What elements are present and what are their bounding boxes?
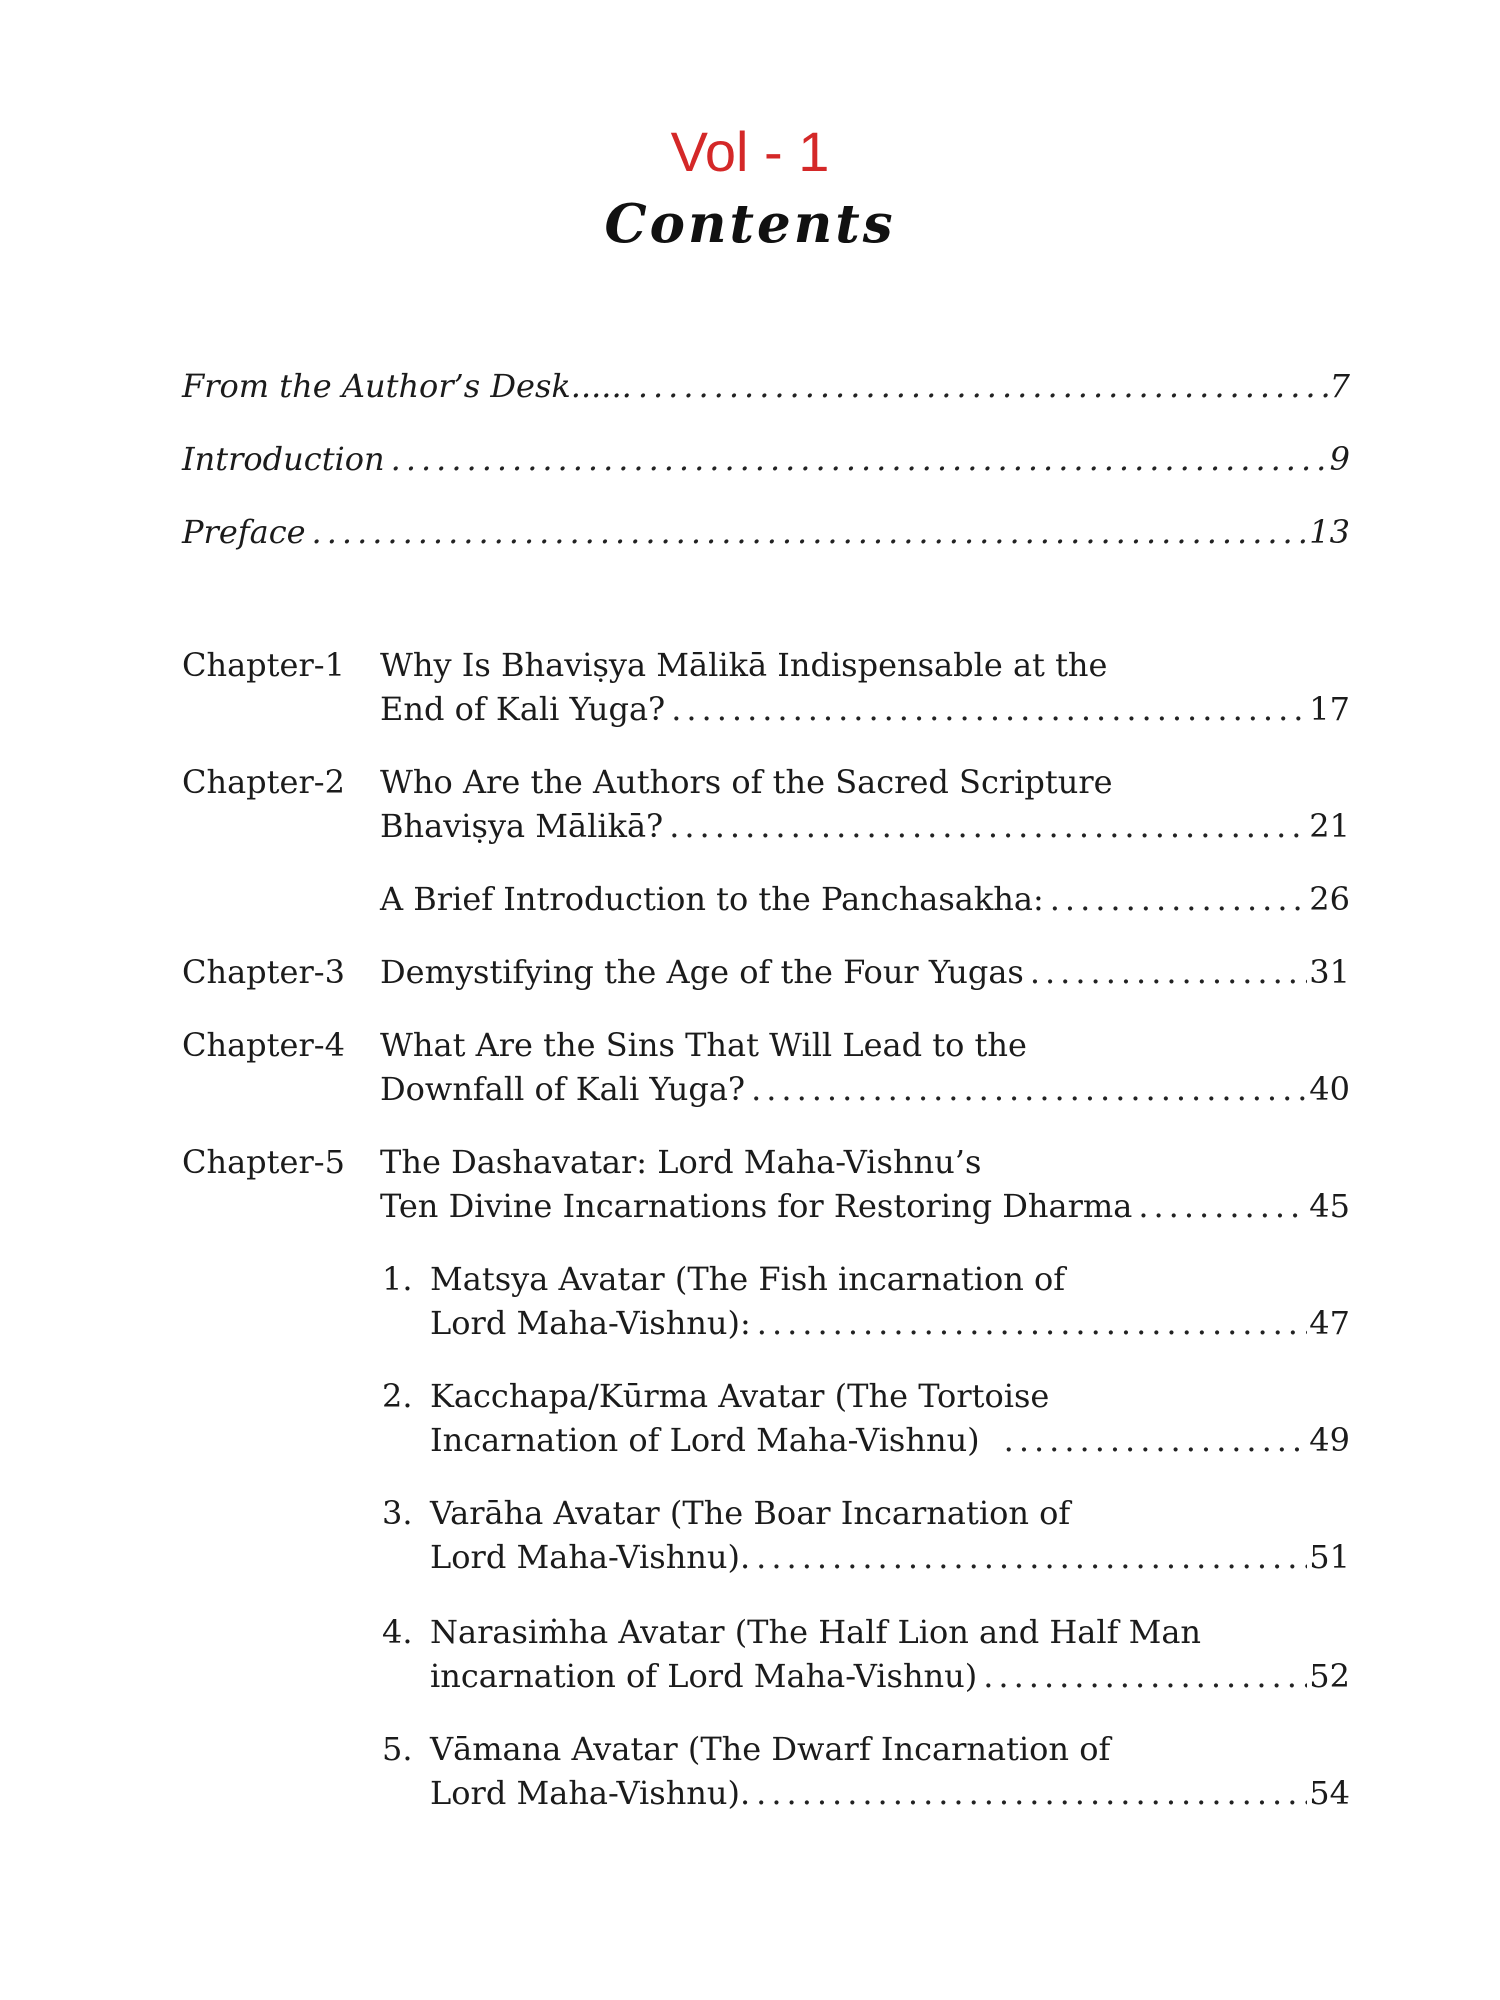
- toc-page-number: 40: [1309, 1070, 1350, 1108]
- dot-leader: [757, 1300, 1308, 1346]
- chapter-label-4: Chapter-4: [182, 1026, 345, 1064]
- toc-page-number: 49: [1309, 1421, 1350, 1459]
- toc-entry-title: Downfall of Kali Yuga?: [380, 1070, 746, 1108]
- avatar-number-4: 4.: [382, 1613, 413, 1651]
- toc-entry-title: Bhaviṣya Mālikā?: [380, 807, 664, 845]
- toc-page-number: 45: [1309, 1187, 1350, 1225]
- dot-leader: [1050, 876, 1308, 922]
- toc-page-number: 13: [1309, 513, 1350, 551]
- chapter-5-title-line1[interactable]: The Dashavatar: Lord Maha-Vishnu’s: [380, 1143, 982, 1181]
- toc-entry-title: From the Author’s Desk......: [182, 367, 632, 405]
- avatar-number-5: 5.: [382, 1730, 413, 1768]
- avatar-number-3: 3.: [382, 1494, 413, 1532]
- chapter-label-1: Chapter-1: [182, 646, 345, 684]
- avatar-1-title-line1[interactable]: Matsya Avatar (The Fish incarnation of: [430, 1260, 1066, 1298]
- toc-entry-introduction[interactable]: [182, 436, 1350, 482]
- toc-entry-authors-desk[interactable]: [182, 363, 1350, 409]
- toc-entry-title: Preface: [182, 513, 306, 551]
- toc-page-number: 47: [1309, 1304, 1350, 1342]
- chapter-label-3: Chapter-3: [182, 953, 345, 991]
- dot-leader: [983, 1653, 1307, 1699]
- toc-entry-avatar-4[interactable]: [430, 1653, 1350, 1699]
- toc-entry-title: A Brief Introduction to the Panchasakha:: [380, 880, 1044, 918]
- dot-leader: [638, 363, 1328, 409]
- dot-leader: [751, 1066, 1307, 1112]
- toc-page-number: 52: [1309, 1657, 1350, 1695]
- dot-leader: [312, 509, 1308, 555]
- avatar-number-1: 1.: [382, 1260, 413, 1298]
- toc-entry-title: End of Kali Yuga?: [380, 690, 666, 728]
- toc-entry-chapter-3[interactable]: [380, 949, 1350, 995]
- toc-entry-title: Demystifying the Age of the Four Yugas: [380, 953, 1024, 991]
- dot-leader: [1138, 1183, 1307, 1229]
- chapter-label-2: Chapter-2: [182, 763, 345, 801]
- toc-entry-title: Ten Divine Incarnations for Restoring Dharma: [380, 1187, 1133, 1225]
- dot-leader: [756, 1770, 1307, 1816]
- toc-entry-title: Lord Maha-Vishnu).: [430, 1538, 751, 1576]
- toc-entry-panchasakha[interactable]: [380, 876, 1350, 922]
- chapter-label-5: Chapter-5: [182, 1143, 345, 1181]
- toc-entry-avatar-5[interactable]: [430, 1770, 1350, 1816]
- dot-leader: [391, 436, 1328, 482]
- toc-page-number: 17: [1309, 690, 1350, 728]
- chapter-1-title-line1[interactable]: Why Is Bhaviṣya Mālikā Indispensable at the: [380, 646, 1108, 684]
- toc-entry-title: Incarnation of Lord Maha-Vishnu): [430, 1421, 980, 1459]
- volume-heading: Vol - 1: [670, 120, 830, 183]
- toc-page-number: 54: [1309, 1774, 1350, 1812]
- dot-leader: [669, 803, 1307, 849]
- contents-title: Contents: [604, 193, 896, 255]
- toc-entry-avatar-2[interactable]: [430, 1417, 1350, 1463]
- avatar-number-2: 2.: [382, 1377, 413, 1415]
- toc-entry-title: Lord Maha-Vishnu):: [430, 1304, 751, 1342]
- dot-leader: [1004, 1417, 1308, 1463]
- toc-page-number: 7: [1329, 367, 1350, 405]
- toc-page-number: 21: [1309, 807, 1350, 845]
- toc-entry-title: Lord Maha-Vishnu).: [430, 1774, 751, 1812]
- avatar-4-title-line1[interactable]: Narasiṁha Avatar (The Half Lion and Half Man: [430, 1613, 1202, 1651]
- dot-leader: [671, 686, 1307, 732]
- toc-entry-title: Introduction: [182, 440, 385, 478]
- chapter-4-title-line1[interactable]: What Are the Sins That Will Lead to the: [380, 1026, 1027, 1064]
- avatar-5-title-line1[interactable]: Vāmana Avatar (The Dwarf Incarnation of: [430, 1730, 1111, 1768]
- toc-entry-chapter-4[interactable]: [380, 1066, 1350, 1112]
- toc-entry-preface[interactable]: [182, 509, 1350, 555]
- toc-page-number: 26: [1309, 880, 1350, 918]
- toc-entry-chapter-1[interactable]: [380, 686, 1350, 732]
- avatar-3-title-line1[interactable]: Varāha Avatar (The Boar Incarnation of: [430, 1494, 1071, 1532]
- toc-entry-title: incarnation of Lord Maha-Vishnu): [430, 1657, 978, 1695]
- dot-leader: [1030, 949, 1307, 995]
- toc-page-number: 9: [1329, 440, 1350, 478]
- avatar-2-title-line1[interactable]: Kacchapa/Kūrma Avatar (The Tortoise: [430, 1377, 1050, 1415]
- toc-entry-avatar-1[interactable]: [430, 1300, 1350, 1346]
- toc-entry-chapter-5[interactable]: [380, 1183, 1350, 1229]
- toc-page-number: 51: [1309, 1538, 1350, 1576]
- toc-entry-chapter-2[interactable]: [380, 803, 1350, 849]
- chapter-2-title-line1[interactable]: Who Are the Authors of the Sacred Scripture: [380, 763, 1113, 801]
- dot-leader: [756, 1534, 1307, 1580]
- toc-entry-avatar-3[interactable]: [430, 1534, 1350, 1580]
- toc-page-number: 31: [1309, 953, 1350, 991]
